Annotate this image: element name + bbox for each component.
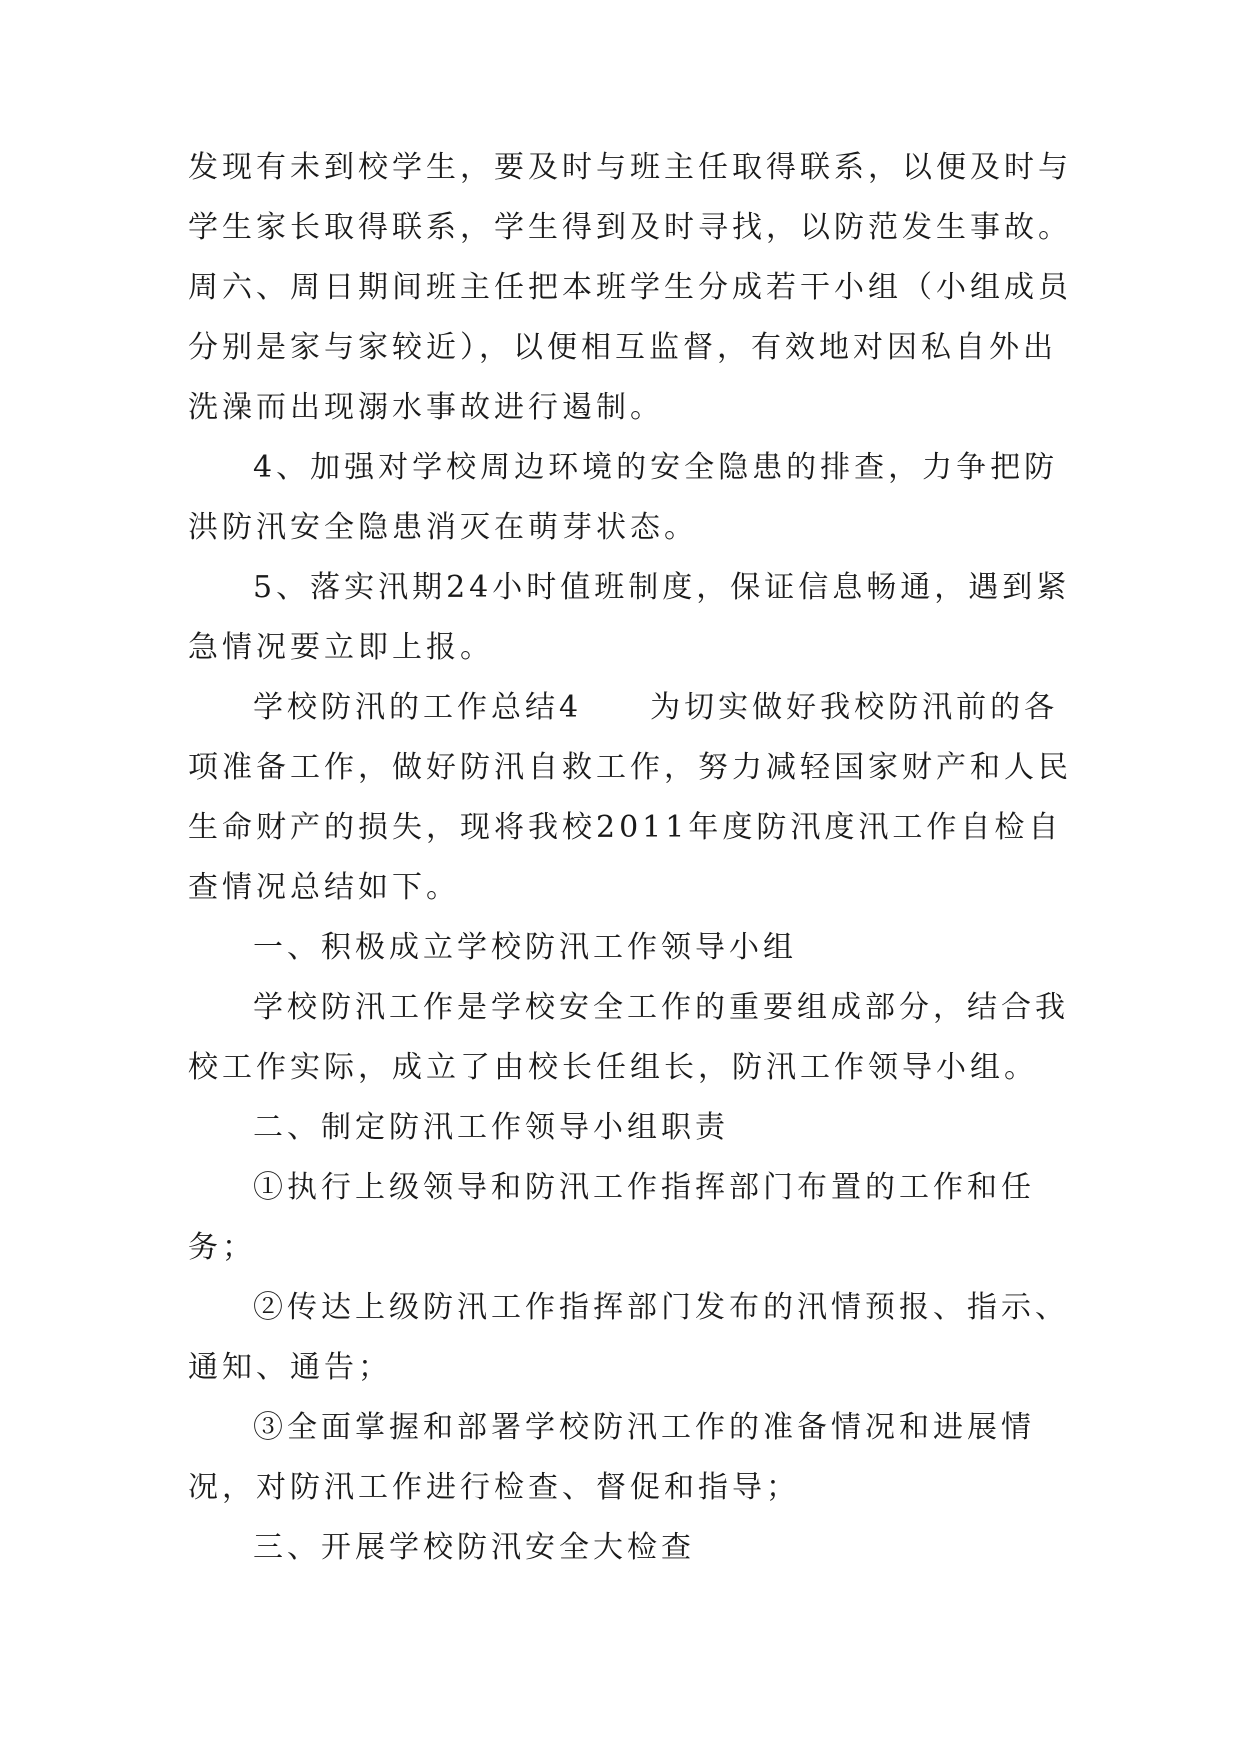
- text-line: 通知、通告；: [188, 1350, 392, 1385]
- text-line: 况，对防汛工作进行检查、督促和指导；: [188, 1470, 800, 1505]
- section-heading: 三、开展学校防汛安全大检查: [253, 1530, 695, 1565]
- paragraph-line: 学校防汛工作是学校安全工作的重要组成部分，结合我: [253, 990, 1069, 1025]
- text-line: 洪防汛安全隐患消灭在萌芽状态。: [188, 510, 698, 545]
- text-line: 项准备工作，做好防汛自救工作，努力减轻国家财产和人民: [188, 750, 1072, 785]
- list-item-line: ②传达上级防汛工作指挥部门发布的汛情预报、指示、: [253, 1290, 1069, 1325]
- text-line: 查情况总结如下。: [188, 870, 460, 905]
- text-line: 洗澡而出现溺水事故进行遏制。: [188, 390, 664, 425]
- text-line: 急情况要立即上报。: [188, 630, 494, 665]
- text-line: 学生家长取得联系，学生得到及时寻找，以防范发生事故。: [188, 210, 1072, 245]
- text-line: 分别是家与家较近），以便相互监督，有效地对因私自外出: [188, 330, 1057, 365]
- text-line: 生命财产的损失，现将我校2011年度防汛度汛工作自检自: [188, 810, 1063, 845]
- text-line: 周六、周日期间班主任把本班学生分成若干小组（小组成员: [188, 270, 1072, 305]
- section-heading: 二、制定防汛工作领导小组职责: [253, 1110, 729, 1145]
- text-line: 校工作实际，成立了由校长任组长，防汛工作领导小组。: [188, 1050, 1038, 1085]
- paragraph-line: 5、落实汛期24小时值班制度，保证信息畅通，遇到紧: [253, 570, 1071, 605]
- paragraph-line: 4、加强对学校周边环境的安全隐患的排查，力争把防: [253, 450, 1059, 485]
- list-item-line: ③全面掌握和部署学校防汛工作的准备情况和进展情: [253, 1410, 1035, 1445]
- section-heading: 一、积极成立学校防汛工作领导小组: [253, 930, 797, 965]
- list-item-line: ①执行上级领导和防汛工作指挥部门布置的工作和任: [253, 1170, 1035, 1205]
- text-line: 发现有未到校学生，要及时与班主任取得联系，以便及时与: [188, 150, 1072, 185]
- text-line: 务；: [188, 1230, 256, 1265]
- paragraph-line: 学校防汛的工作总结4 为切实做好我校防汛前的各: [253, 690, 1059, 725]
